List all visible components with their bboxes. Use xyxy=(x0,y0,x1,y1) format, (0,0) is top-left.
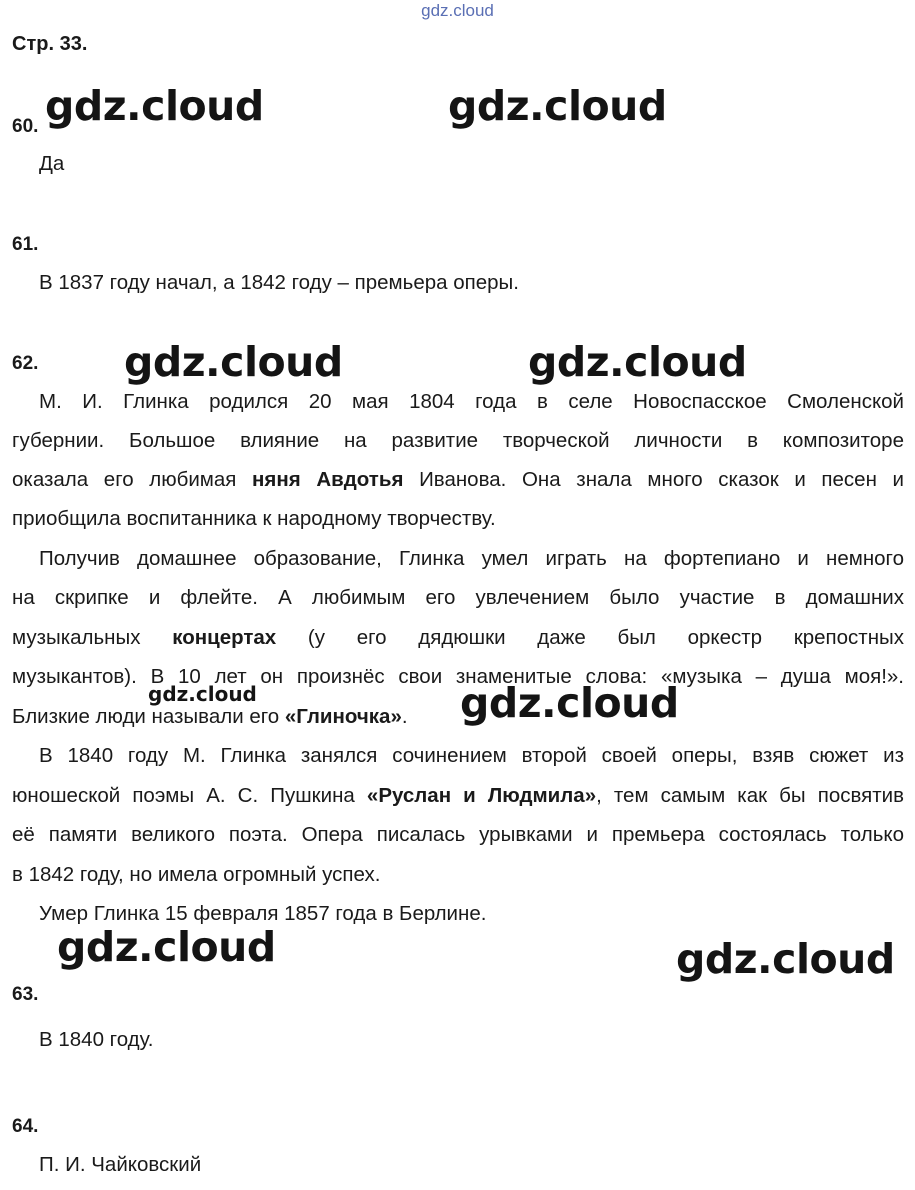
watermark: gdz.cloud xyxy=(448,82,667,130)
watermark: gdz.cloud xyxy=(676,935,895,983)
watermark: gdz.cloud xyxy=(460,679,679,727)
answer-62-line-4: приобщила воспитанника к народному творчеству. xyxy=(12,507,496,530)
answer-63: В 1840 году. xyxy=(39,1028,154,1051)
page-title: Стр. 33. xyxy=(12,33,88,55)
bold-opera-title: «Руслан и Людмила» xyxy=(366,784,597,807)
question-number-64: 64. xyxy=(12,1116,39,1137)
site-watermark-top: gdz.cloud xyxy=(421,1,494,20)
answer-64: П. И. Чайковский xyxy=(39,1153,202,1176)
answer-62-line-8: музыкантов). В 10 лет он произнёс свои знаменитые слова: «музыка – душа моя!». xyxy=(12,665,904,688)
answer-62-line-1: М. И. Глинка родился 20 мая 1804 года в селе Новоспасское Смоленской xyxy=(39,390,904,413)
answer-61: В 1837 году начал, а 1842 году – премьера оперы. xyxy=(39,271,519,294)
bold-nickname: «Глиночка» xyxy=(284,705,402,728)
answer-62-line-5: Получив домашнее образование, Глинка умел играть на фортепиано и немного xyxy=(39,547,904,570)
answer-62-line-13: в 1842 году, но имела огромный успех. xyxy=(12,863,381,886)
answer-62-line-3: оказала его любимая няня Авдотья Иванова. Она знала много сказок и песен и xyxy=(12,468,904,491)
question-number-60: 60. xyxy=(12,116,39,137)
answer-62-line-14: Умер Глинка 15 февраля 1857 года в Берлине. xyxy=(39,902,487,925)
question-number-61: 61. xyxy=(12,234,39,255)
answer-62-line-6: на скрипке и флейте. А любимым его увлечением было участие в домашних xyxy=(12,586,904,609)
question-number-62: 62. xyxy=(12,353,39,374)
question-number-63: 63. xyxy=(12,984,39,1005)
answer-62-line-7: музыкальных концертах (у его дядюшки даже был оркестр крепостных xyxy=(12,626,904,649)
bold-concerts: концертах xyxy=(172,626,277,649)
bold-nanny: няня Авдотья xyxy=(252,468,404,491)
answer-60: Да xyxy=(39,152,65,175)
watermark: gdz.cloud xyxy=(45,82,264,130)
answer-62-line-12: её памяти великого поэта. Опера писалась урывками и премьера состоялась только xyxy=(12,823,904,846)
answer-62-line-10: В 1840 году М. Глинка занялся сочинением второй своей оперы, взяв сюжет из xyxy=(39,744,904,767)
answer-62-line-2: губернии. Большое влияние на развитие творческой личности в композиторе xyxy=(12,429,904,452)
watermark: gdz.cloud xyxy=(57,923,276,971)
watermark-small: gdz.cloud xyxy=(148,682,257,706)
watermark: gdz.cloud xyxy=(528,338,747,386)
watermark: gdz.cloud xyxy=(124,338,343,386)
answer-62-line-9: Близкие люди называли его «Глиночка». xyxy=(12,705,408,728)
answer-62-line-11: юношеской поэмы А. С. Пушкина «Руслан и Людмила», тем самым как бы посвятив xyxy=(12,784,904,807)
